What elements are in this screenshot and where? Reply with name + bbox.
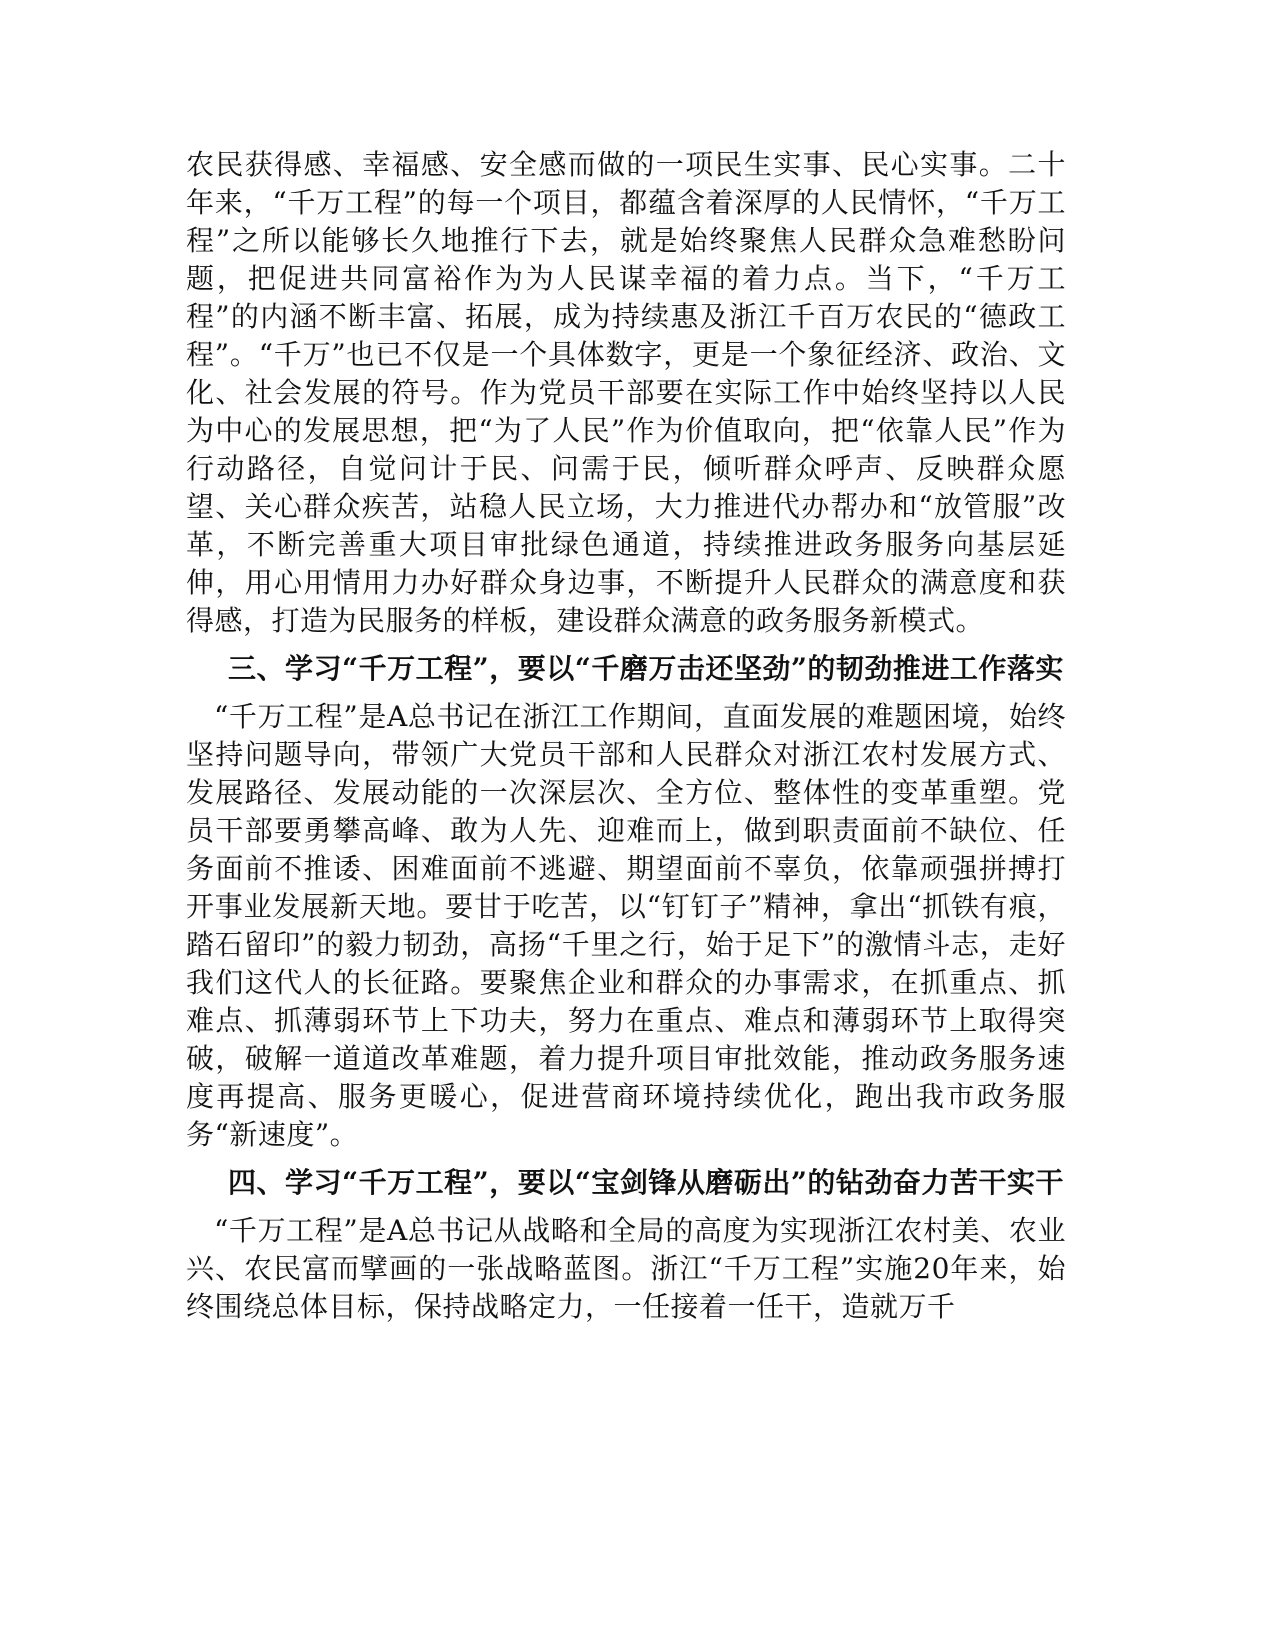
document-page [186, 146, 1066, 1326]
section-heading-3: 三、学习“千万工程”，要以“千磨万击还坚劲”的韧劲推进工作落实 [228, 652, 1064, 685]
body-paragraph: “千万工程”是A总书记从战略和全局的高度为实现浙江农村美、农业兴、农民富而擘画的一张战略蓝图。浙江“千万工程”实施20年来，始终围绕总体目标，保持战略定力，一任接着一任干，造就万千 [186, 1214, 1066, 1323]
body-paragraph: 农民获得感、幸福感、安全感而做的一项民生实事、民心实事。二十年来，“千万工程”的每一个项目，都蕴含着深厚的人民情怀，“千万工程”之所以能够长久地推行下去，就是始终聚焦人民群众急难愁盼问题，把促进共同富裕作为为人民谋幸福的着力点。当下，“千万工程”的内涵不断丰富、拓展，成为持续惠及浙江千百万农民的“德政工程”。“千万”也已不仅是一个具体数字，更是一个象征经济、政治、文化、社会发展的符号。作为党员干部要在实际工作中始终坚持以人民为中心的发展思想，把“为了人民”作为价值取向，把“依靠人民”作为行动路径，自觉问计于民、问需于民，倾听群众呼声、反映群众愿望、关心群众疾苦，站稳人民立场，大力推进代办帮办和“放管服”改革，不断完善重大项目审批绿色通道，持续推进政务服务向基层延伸，用心用情用力办好群众身边事，不断提升人民群众的满意度和获得感，打造为民服务的样板，建设群众满意的政务服务新模式。 [186, 148, 1066, 637]
body-paragraph: “千万工程”是A总书记在浙江工作期间，直面发展的难题困境，始终坚持问题导向，带领广大党员干部和人民群众对浙江农村发展方式、发展路径、发展动能的一次深层次、全方位、整体性的变革重塑。党员干部要勇攀高峰、敢为人先、迎难而上，做到职责面前不缺位、任务面前不推诿、困难面前不逃避、期望面前不辜负，依靠顽强拼搏打开事业发展新天地。要甘于吃苦，以“钉钉子”精神，拿出“抓铁有痕，踏石留印”的毅力韧劲，高扬“千里之行，始于足下”的激情斗志，走好我们这代人的长征路。要聚焦企业和群众的办事需求，在抓重点、抓难点、抓薄弱环节上下功夫，努力在重点、难点和薄弱环节上取得突破，破解一道道改革难题，着力提升项目审批效能，推动政务服务速度再提高、服务更暖心，促进营商环境持续优化，跑出我市政务服务“新速度”。 [186, 700, 1066, 1151]
section-heading-4: 四、学习“千万工程”，要以“宝剑锋从磨砺出”的钻劲奋力苦干实干 [228, 1166, 1064, 1199]
